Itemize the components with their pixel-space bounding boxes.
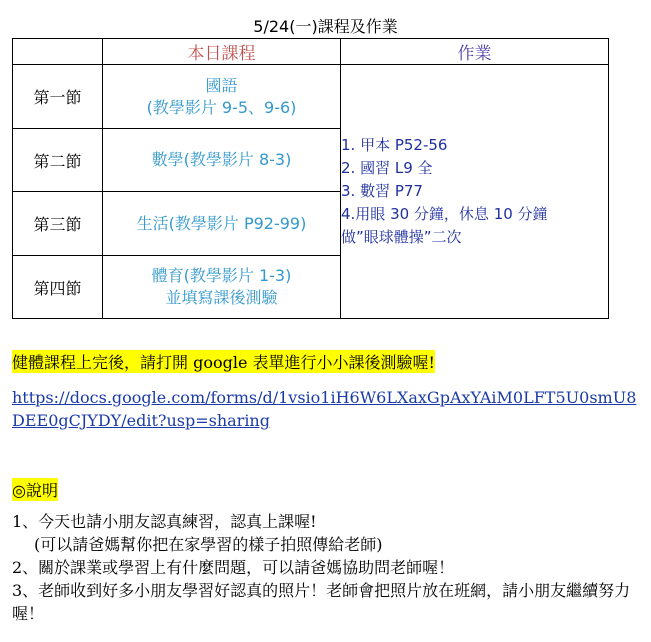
period-cell: 第三節 (13, 192, 103, 256)
course-line: 生活(教學影片 P92-99) (136, 213, 307, 233)
table-row (13, 65, 609, 129)
course-line: 並填寫課後測驗 (165, 288, 278, 307)
header-today-course: 本日課程 (103, 39, 341, 65)
table-header-row (13, 39, 609, 65)
course-cell (103, 256, 341, 319)
homework-item: 1. 甲本 P52-56 (341, 136, 448, 154)
notes-list (12, 510, 642, 625)
homework-item: 做”眼球體操”二次 (341, 228, 462, 246)
course-line: 體育(教學影片 1-3) (151, 266, 292, 285)
homework-cell (341, 65, 609, 319)
notes-heading: ◎說明 (12, 478, 58, 501)
course-line: 國語 (205, 75, 238, 95)
course-cell (103, 65, 341, 129)
period-cell: 第四節 (13, 256, 103, 319)
period-cell: 第二節 (13, 129, 103, 192)
homework-item: 2. 國習 L9 全 (341, 159, 433, 177)
header-homework: 作業 (341, 39, 609, 65)
period-cell: 第一節 (13, 65, 103, 129)
page-title: 5/24(一)課程及作業 (253, 17, 398, 36)
note-item: 2、關於課業或學習上有什麼問題，可以請爸媽協助問老師喔！ (12, 558, 455, 577)
header-empty-cell (13, 39, 103, 65)
schedule-table (12, 38, 609, 319)
homework-item: 4.用眼 30 分鐘，休息 10 分鐘 (341, 205, 548, 223)
homework-item: 3. 數習 P77 (341, 182, 423, 200)
note-item: 1、今天也請小朋友認真練習，認真上課喔! (12, 512, 317, 531)
highlighted-instruction: 健體課程上完後，請打開 google 表單進行小小課後測驗喔! (12, 350, 435, 373)
google-form-link[interactable]: https://docs.google.com/forms/d/1vsio1iH6W6LXaxGpAxYAiM0LFT5U0smU8DEE0gCJYDY/edit?usp=sharing (12, 388, 637, 430)
course-cell (103, 192, 341, 256)
note-item: 3、老師收到好多小朋友學習好認真的照片！老師會把照片放在班網，請小朋友繼續努力喔！ (12, 581, 631, 623)
course-cell (103, 129, 341, 192)
course-line: (教學影片 9-5、9-6) (146, 97, 297, 117)
course-line: 數學(教學影片 8-3) (151, 150, 292, 169)
note-item-sub: (可以請爸媽幫你把在家學習的樣子拍照傳給老師) (34, 535, 383, 554)
